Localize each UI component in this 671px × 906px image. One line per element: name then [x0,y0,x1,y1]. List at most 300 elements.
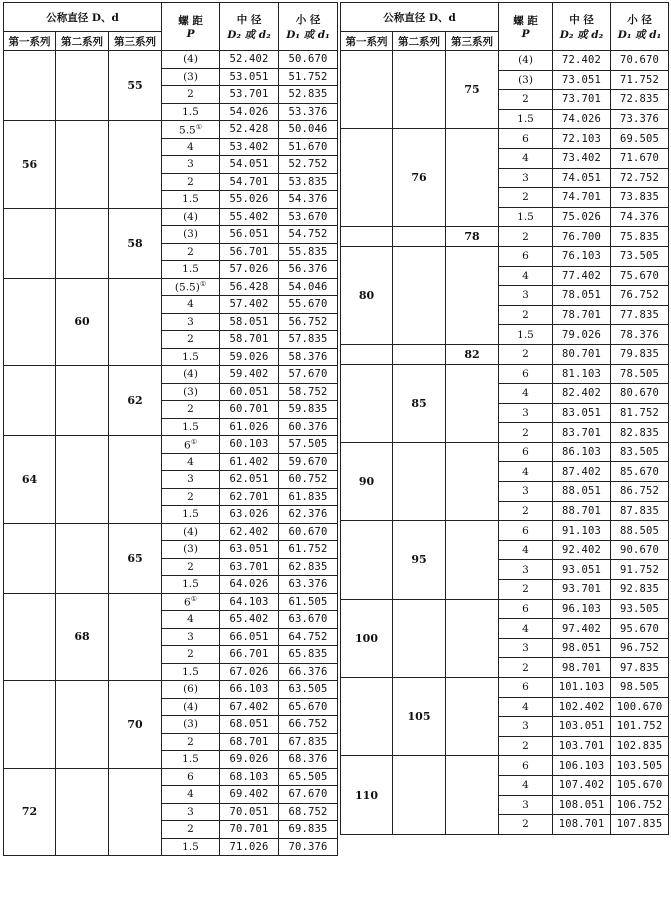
pitch-cell [499,795,553,815]
mid-diameter-cell: 71.026 [220,838,279,856]
footnote-mark: ① [195,122,202,131]
mid-diameter-cell: 59.026 [220,348,279,366]
pitch-value: (3) [183,543,198,556]
mid-diameter-cell: 70.701 [220,821,279,839]
pitch-value: 1.5 [517,211,534,224]
pitch-cell [162,663,220,681]
minor-diameter-cell: 65.670 [279,698,338,716]
mid-diameter-cell: 83.051 [553,403,611,423]
nominal-s2-cell [393,344,446,364]
pitch-value: 1.5 [182,105,199,118]
mid-diameter-cell: 108.701 [553,815,611,835]
minor-diameter-cell: 60.376 [279,418,338,436]
nominal-s2-cell [56,121,109,209]
mid-diameter-cell: 75.026 [553,207,611,227]
pitch-value: 1.5 [182,665,199,678]
nominal-s2-cell: 60 [56,278,109,366]
mid-diameter-cell: 68.051 [220,716,279,734]
series2-header: 第二系列 [56,32,109,51]
minor-diameter-cell: 63.505 [279,681,338,699]
mid-diameter-cell: 79.026 [553,325,611,345]
minor-diameter-cell: 85.670 [611,462,669,482]
nominal-s3-cell [446,756,499,834]
minor-diameter-cell: 53.376 [279,103,338,121]
table-row [341,678,669,698]
pitch-value: 6 [522,132,529,145]
pitch-value: 4 [187,788,194,801]
pitch-value: 3 [522,642,529,655]
pitch-value: 2 [187,490,194,503]
nominal-s2-cell [56,208,109,278]
mid-diameter-cell: 68.103 [220,768,279,786]
pitch-value: (6) [183,683,198,696]
nominal-s3-cell: 82 [446,344,499,364]
mid-diameter-cell: 103.701 [553,736,611,756]
pitch-cell [499,305,553,325]
series3-header: 第三系列 [109,32,162,51]
mid-diameter-cell: 93.701 [553,580,611,600]
pitch-value: 4 [522,465,529,478]
table-row [4,593,338,611]
mid-diameter-cell: 67.402 [220,698,279,716]
nominal-s3-cell [109,436,162,524]
pitch-value: 3 [522,289,529,302]
minor-diameter-cell: 78.376 [611,325,669,345]
nominal-s2-cell [393,246,446,344]
minor-diameter-cell: 82.835 [611,423,669,443]
mid-diameter-cell: 78.051 [553,286,611,306]
pitch-cell [162,453,220,471]
mid-diameter-cell: 77.402 [553,266,611,286]
nominal-s3-cell [109,593,162,681]
pitch-value: 6 [522,759,529,772]
nominal-s1-cell [4,593,56,681]
pitch-cell [499,168,553,188]
mid-diameter-cell: 57.402 [220,296,279,314]
pitch-cell [499,756,553,776]
mid-diameter-cell: 66.103 [220,681,279,699]
minor-diameter-cell: 56.376 [279,261,338,279]
pitch-value: 2 [187,175,194,188]
pitch-cell [162,313,220,331]
minor-diameter-cell: 67.835 [279,733,338,751]
nominal-s2-cell [393,599,446,677]
minor-diameter-cell: 54.752 [279,226,338,244]
pitch-value: (4) [183,53,198,66]
mid-diameter-cell: 62.701 [220,488,279,506]
pitch-header-symbol: P [521,28,530,40]
right-table-panel [340,2,668,835]
minor-diameter-cell: 65.505 [279,768,338,786]
mid-diameter-cell: 66.701 [220,646,279,664]
pitch-value: 1.5 [182,420,199,433]
mid-diameter-cell: 63.026 [220,506,279,524]
pitch-value: 3 [522,563,529,576]
pitch-cell [162,348,220,366]
pitch-value: 2 [522,583,529,596]
pitch-value: 2 [522,230,529,243]
table-row [4,681,338,699]
pitch-cell [162,226,220,244]
pitch-value: 6 [187,770,194,783]
mid-diameter-cell: 53.402 [220,138,279,156]
pitch-value: 6 [184,596,191,609]
minor-diameter-cell: 74.376 [611,207,669,227]
minor-diameter-cell: 69.505 [611,129,669,149]
minor-diameter-cell: 68.376 [279,751,338,769]
mid-diameter-cell: 73.051 [553,70,611,90]
footnote-mark: ① [190,595,197,603]
pitch-cell [499,482,553,502]
nominal-s1-cell [341,227,393,247]
minor-diameter-cell: 70.670 [611,51,669,71]
mid-diameter-cell: 56.701 [220,243,279,261]
minor-diameter-cell: 69.835 [279,821,338,839]
pitch-cell [162,296,220,314]
table-row [4,523,338,541]
minor-diameter-cell: 54.046 [279,278,338,296]
mid-diameter-cell: 69.026 [220,751,279,769]
pitch-header [162,3,220,51]
pitch-cell [162,418,220,436]
nominal-s3-cell [446,129,499,227]
minor-diameter-cell: 101.752 [611,717,669,737]
nominal-s3-cell: 62 [109,366,162,436]
pitch-value: 1.5 [182,508,199,521]
pitch-cell [162,541,220,559]
pitch-cell [162,768,220,786]
pitch-cell [499,599,553,619]
nominal-s3-cell [446,364,499,442]
minor-diameter-cell: 57.505 [279,436,338,454]
pitch-cell [499,521,553,541]
minor-diameter-header [279,3,338,51]
pitch-cell [499,619,553,639]
mid-diameter-cell: 58.051 [220,313,279,331]
nominal-s2-cell: 68 [56,593,109,681]
minor-diameter-cell: 73.505 [611,246,669,266]
pitch-value: 2 [187,245,194,258]
minor-diameter-cell: 106.752 [611,795,669,815]
nominal-s1-cell [341,344,393,364]
pitch-cell [162,436,220,454]
pitch-value: 3 [187,630,194,643]
pitch-cell [499,266,553,286]
pitch-cell [162,576,220,594]
minor-diameter-cell: 58.752 [279,383,338,401]
mid-diameter-cell: 54.701 [220,173,279,191]
mid-diameter-cell: 106.103 [553,756,611,776]
pitch-cell [162,366,220,384]
nominal-s1-cell [4,681,56,769]
mid-diameter-cell: 74.026 [553,109,611,129]
table-row [341,246,669,266]
nominal-s1-cell [341,521,393,599]
pitch-header-label: 螺 距 [178,15,203,27]
table-row [4,208,338,226]
minor-diameter-header-label: 小 径 [627,13,652,26]
mid-diameter-cell: 54.051 [220,156,279,174]
pitch-cell [499,344,553,364]
minor-diameter-cell: 61.505 [279,593,338,611]
table-row [341,51,669,71]
minor-diameter-cell: 98.505 [611,678,669,698]
nominal-s3-cell: 78 [446,227,499,247]
mid-diameter-cell: 97.402 [553,619,611,639]
pitch-value: (4) [183,700,198,713]
left-table-panel [3,2,337,856]
mid-diameter-cell: 55.026 [220,191,279,209]
table-row [341,756,669,776]
mid-diameter-cell: 72.402 [553,51,611,71]
minor-diameter-cell: 102.835 [611,736,669,756]
mid-diameter-cell: 96.103 [553,599,611,619]
pitch-cell [499,227,553,247]
nominal-s1-cell [4,278,56,366]
minor-diameter-cell: 60.752 [279,471,338,489]
pitch-value: 3 [187,158,194,171]
mid-diameter-cell: 76.700 [553,227,611,247]
pitch-cell [162,86,220,104]
mid-diameter-header [220,3,279,51]
pitch-value: 6 [522,681,529,694]
nominal-s1-cell: 64 [4,436,56,524]
pitch-cell [162,558,220,576]
nominal-s3-cell [109,278,162,366]
pitch-cell [162,138,220,156]
pitch-cell [499,462,553,482]
table-row [4,366,338,384]
pitch-value: 1.5 [182,753,199,766]
mid-diameter-cell: 98.701 [553,658,611,678]
pitch-value: 1.5 [517,113,534,126]
pitch-cell [499,403,553,423]
minor-diameter-cell: 66.752 [279,716,338,734]
nominal-s3-cell [446,599,499,677]
table-row [4,768,338,786]
mid-diameter-header-label: 中 径 [236,13,262,26]
minor-diameter-cell: 53.670 [279,208,338,226]
mid-diameter-cell: 54.026 [220,103,279,121]
pitch-value: 3 [187,315,194,328]
pitch-cell [162,821,220,839]
table-row [341,442,669,462]
pitch-cell [162,628,220,646]
nominal-s3-cell [446,246,499,344]
pitch-cell [162,383,220,401]
minor-diameter-cell: 57.670 [279,366,338,384]
minor-diameter-cell: 95.670 [611,619,669,639]
pitch-value: 6 [184,439,191,451]
nominal-s2-cell [56,51,109,121]
minor-diameter-cell: 57.835 [279,331,338,349]
minor-diameter-cell: 83.505 [611,442,669,462]
nominal-s3-cell [446,678,499,756]
minor-diameter-cell: 78.505 [611,364,669,384]
footnote-mark: ① [190,437,197,446]
pitch-value: (4) [183,368,198,381]
mid-diameter-cell: 68.701 [220,733,279,751]
pitch-value: (3) [183,385,198,398]
table-row [4,436,338,454]
minor-diameter-cell: 71.670 [611,148,669,168]
pitch-value: 2 [522,740,529,753]
pitch-cell [499,540,553,560]
pitch-value: 4 [522,152,529,165]
nominal-s2-cell: 76 [393,129,446,227]
footnote-mark: ① [199,280,207,288]
pitch-value: 3 [187,805,194,818]
right-table-body [341,51,669,835]
pitch-value: 6 [522,602,529,615]
nominal-s3-cell: 65 [109,523,162,593]
mid-diameter-cell: 74.051 [553,168,611,188]
minor-diameter-cell: 51.752 [279,68,338,86]
mid-diameter-cell: 82.402 [553,384,611,404]
nominal-s1-cell [341,678,393,756]
pitch-cell [162,261,220,279]
mid-diameter-cell: 87.402 [553,462,611,482]
minor-diameter-cell: 100.670 [611,697,669,717]
minor-diameter-cell: 70.376 [279,838,338,856]
pitch-value: 1.5 [182,350,199,363]
pitch-value: 3 [522,485,529,498]
pitch-cell [162,278,220,296]
minor-diameter-cell: 96.752 [611,638,669,658]
pitch-value: 6 [522,446,529,459]
mid-diameter-cell: 58.701 [220,331,279,349]
minor-diameter-cell: 97.835 [611,658,669,678]
pitch-value: 2 [187,560,194,573]
minor-diameter-cell: 72.752 [611,168,669,188]
nominal-s1-cell: 80 [341,246,393,344]
mid-diameter-cell: 86.103 [553,442,611,462]
pitch-cell [162,681,220,699]
minor-diameter-cell: 55.835 [279,243,338,261]
nominal-s2-cell [393,51,446,129]
table-row [341,227,669,247]
pitch-cell [499,736,553,756]
pitch-cell [499,129,553,149]
nominal-s1-cell: 72 [4,768,56,856]
minor-diameter-cell: 72.835 [611,90,669,110]
minor-diameter-cell: 52.835 [279,86,338,104]
pitch-value: 6 [522,250,529,263]
minor-diameter-cell: 92.835 [611,580,669,600]
nominal-s1-cell [4,51,56,121]
pitch-value: (5.5) [174,281,200,294]
table-row [4,51,338,69]
pitch-cell [162,523,220,541]
nominal-s2-cell: 95 [393,521,446,599]
pitch-cell [162,751,220,769]
series2-header: 第二系列 [393,32,446,51]
mid-diameter-cell: 63.701 [220,558,279,576]
minor-diameter-cell: 103.505 [611,756,669,776]
minor-diameter-cell: 53.835 [279,173,338,191]
pitch-cell [499,148,553,168]
pitch-header-symbol: P [186,28,195,40]
pitch-value: (3) [183,718,198,731]
nominal-s1-cell: 90 [341,442,393,520]
mid-diameter-cell: 57.026 [220,261,279,279]
table-row [4,278,338,296]
minor-diameter-cell: 62.376 [279,506,338,524]
series3-header: 第三系列 [446,32,499,51]
mid-diameter-cell: 62.402 [220,523,279,541]
pitch-value: 2 [522,661,529,674]
mid-diameter-cell: 60.103 [220,436,279,454]
pitch-value: (4) [183,525,198,538]
minor-diameter-cell: 54.376 [279,191,338,209]
mid-diameter-cell: 80.701 [553,344,611,364]
mid-diameter-cell: 73.402 [553,148,611,168]
pitch-value: (3) [183,70,198,83]
nominal-s2-cell [56,768,109,856]
mid-diameter-cell: 64.026 [220,576,279,594]
pitch-cell [499,442,553,462]
pitch-value: 2 [522,309,529,322]
pitch-value: 2 [187,88,194,101]
mid-diameter-cell: 108.051 [553,795,611,815]
pitch-cell [499,678,553,698]
nominal-s3-cell: 58 [109,208,162,278]
pitch-cell [162,838,220,856]
pitch-value: 3 [187,473,194,486]
pitch-value: 6 [522,524,529,537]
table-row [341,364,669,384]
pitch-cell [499,109,553,129]
pitch-cell [499,717,553,737]
pitch-value: 2 [522,818,529,831]
pitch-value: 2 [187,333,194,346]
minor-diameter-cell: 61.752 [279,541,338,559]
nominal-s1-cell: 100 [341,599,393,677]
series1-header: 第一系列 [4,32,56,51]
minor-diameter-cell: 77.835 [611,305,669,325]
minor-diameter-cell: 80.670 [611,384,669,404]
minor-diameter-cell: 52.752 [279,156,338,174]
pitch-cell [499,560,553,580]
minor-diameter-cell: 67.670 [279,786,338,804]
mid-diameter-cell: 70.051 [220,803,279,821]
nominal-s1-cell [4,366,56,436]
pitch-cell [499,70,553,90]
mid-diameter-cell: 59.402 [220,366,279,384]
table-row [341,599,669,619]
minor-diameter-cell: 64.752 [279,628,338,646]
pitch-value: 2 [522,348,529,361]
nominal-s2-cell [393,442,446,520]
pitch-value: 4 [522,387,529,400]
pitch-value: 2 [187,823,194,836]
pitch-value: 4 [522,700,529,713]
nominal-s2-cell: 85 [393,364,446,442]
pitch-value: 1.5 [182,193,199,206]
nominal-s3-cell [109,768,162,856]
minor-diameter-cell: 79.835 [611,344,669,364]
nominal-diameter-header: 公称直径 D、d [4,3,162,32]
mid-diameter-cell: 93.051 [553,560,611,580]
pitch-cell [162,698,220,716]
pitch-cell [162,173,220,191]
mid-diameter-cell: 78.701 [553,305,611,325]
nominal-s2-cell [393,756,446,834]
pitch-cell [499,815,553,835]
mid-diameter-cell: 88.701 [553,501,611,521]
nominal-s2-cell [393,227,446,247]
mid-diameter-cell: 56.051 [220,226,279,244]
